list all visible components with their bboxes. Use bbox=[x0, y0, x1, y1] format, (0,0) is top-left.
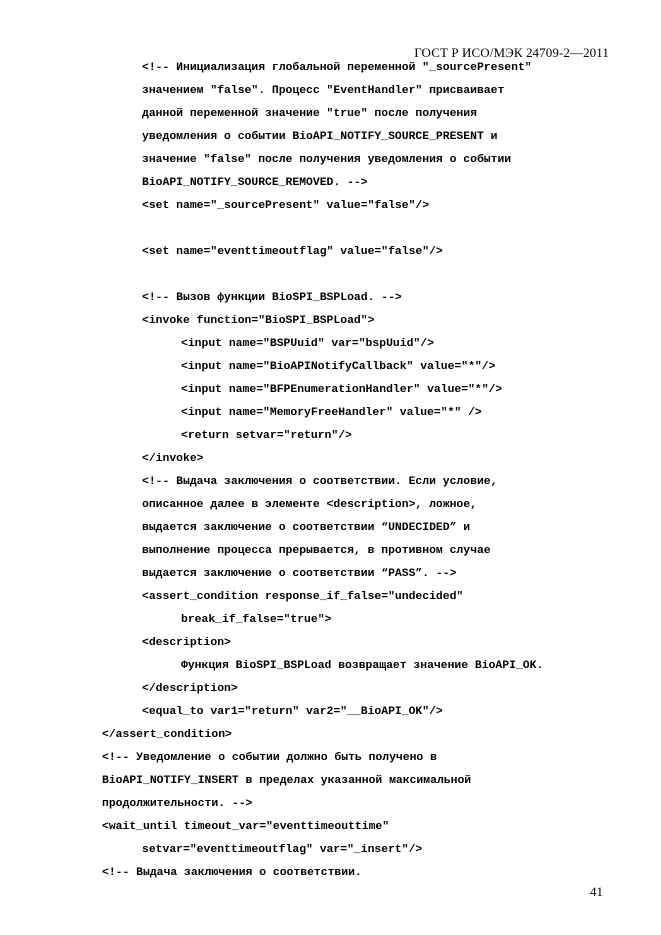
code-line: <input name="BSPUuid" var="bspUuid"/> bbox=[181, 338, 434, 350]
comment-line: <!-- Вызов функции BioSPI_BSPLoad. --> bbox=[142, 292, 402, 304]
code-line: <wait_until timeout_var="eventtimeouttime" bbox=[102, 821, 390, 833]
code-line: setvar="eventtimeoutflag" var="_insert"/> bbox=[142, 844, 423, 856]
code-line: <invoke function="BioSPI_BSPLoad"> bbox=[142, 315, 375, 327]
page-number: 41 bbox=[590, 884, 603, 899]
comment-line: выполнение процесса прерывается, в противном случае bbox=[142, 545, 491, 557]
comment-line: <!-- Инициализация глобальной переменной "_sourcePresent" bbox=[142, 62, 532, 74]
code-line: <return setvar="return"/> bbox=[181, 430, 352, 442]
comment-line: уведомления о событии BioAPI_NOTIFY_SOURCE_PRESENT и bbox=[142, 131, 498, 143]
code-line: <input name="MemoryFreeHandler" value="*" /> bbox=[181, 407, 482, 419]
code-line: <set name="_sourcePresent" value="false"/> bbox=[142, 200, 430, 212]
comment-line: выдается заключение о соответствии “UNDECIDED” и bbox=[142, 522, 471, 534]
code-line: <input name="BioAPINotifyCallback" value="*"/> bbox=[181, 361, 496, 373]
comment-line: данной переменной значение "true" после получения bbox=[142, 108, 477, 120]
code-line: <assert_condition response_if_false="undecided" bbox=[142, 591, 464, 603]
comment-line: <!-- Выдача заключения о соответствии. bbox=[102, 867, 362, 879]
code-line: </description> bbox=[142, 683, 238, 695]
comment-line: выдается заключение о соответствии “PASS”. --> bbox=[142, 568, 457, 580]
code-line: </invoke> bbox=[142, 453, 204, 465]
document-header: ГОСТ Р ИСО/МЭК 24709-2—2011 bbox=[414, 45, 609, 60]
comment-line: <!-- Выдача заключения о соответствии. Если условие, bbox=[142, 476, 498, 488]
comment-line: <!-- Уведомление о событии должно быть получено в bbox=[102, 752, 437, 764]
code-line: <equal_to var1="return" var2="__BioAPI_OK"/> bbox=[142, 706, 443, 718]
code-line: <input name="BFPEnumerationHandler" value="*"/> bbox=[181, 384, 503, 396]
code-line: Функция BioSPI_BSPLoad возвращает значение BioAPI_OK. bbox=[181, 660, 544, 672]
comment-line: BioAPI_NOTIFY_SOURCE_REMOVED. --> bbox=[142, 177, 368, 189]
code-line: break_if_false="true"> bbox=[181, 614, 332, 626]
comment-line: значение "false" после получения уведомления о событии bbox=[142, 154, 512, 166]
comment-line: значением "false". Процесс "EventHandler" присваивает bbox=[142, 85, 505, 97]
comment-line: продолжительности. --> bbox=[102, 798, 253, 810]
code-line: </assert_condition> bbox=[102, 729, 232, 741]
code-line: <description> bbox=[142, 637, 231, 649]
comment-line: описанное далее в элементе <description>, ложное, bbox=[142, 499, 477, 511]
comment-line: BioAPI_NOTIFY_INSERT в пределах указанной максимальной bbox=[102, 775, 472, 787]
code-line: <set name="eventtimeoutflag" value="false"/> bbox=[142, 246, 443, 258]
